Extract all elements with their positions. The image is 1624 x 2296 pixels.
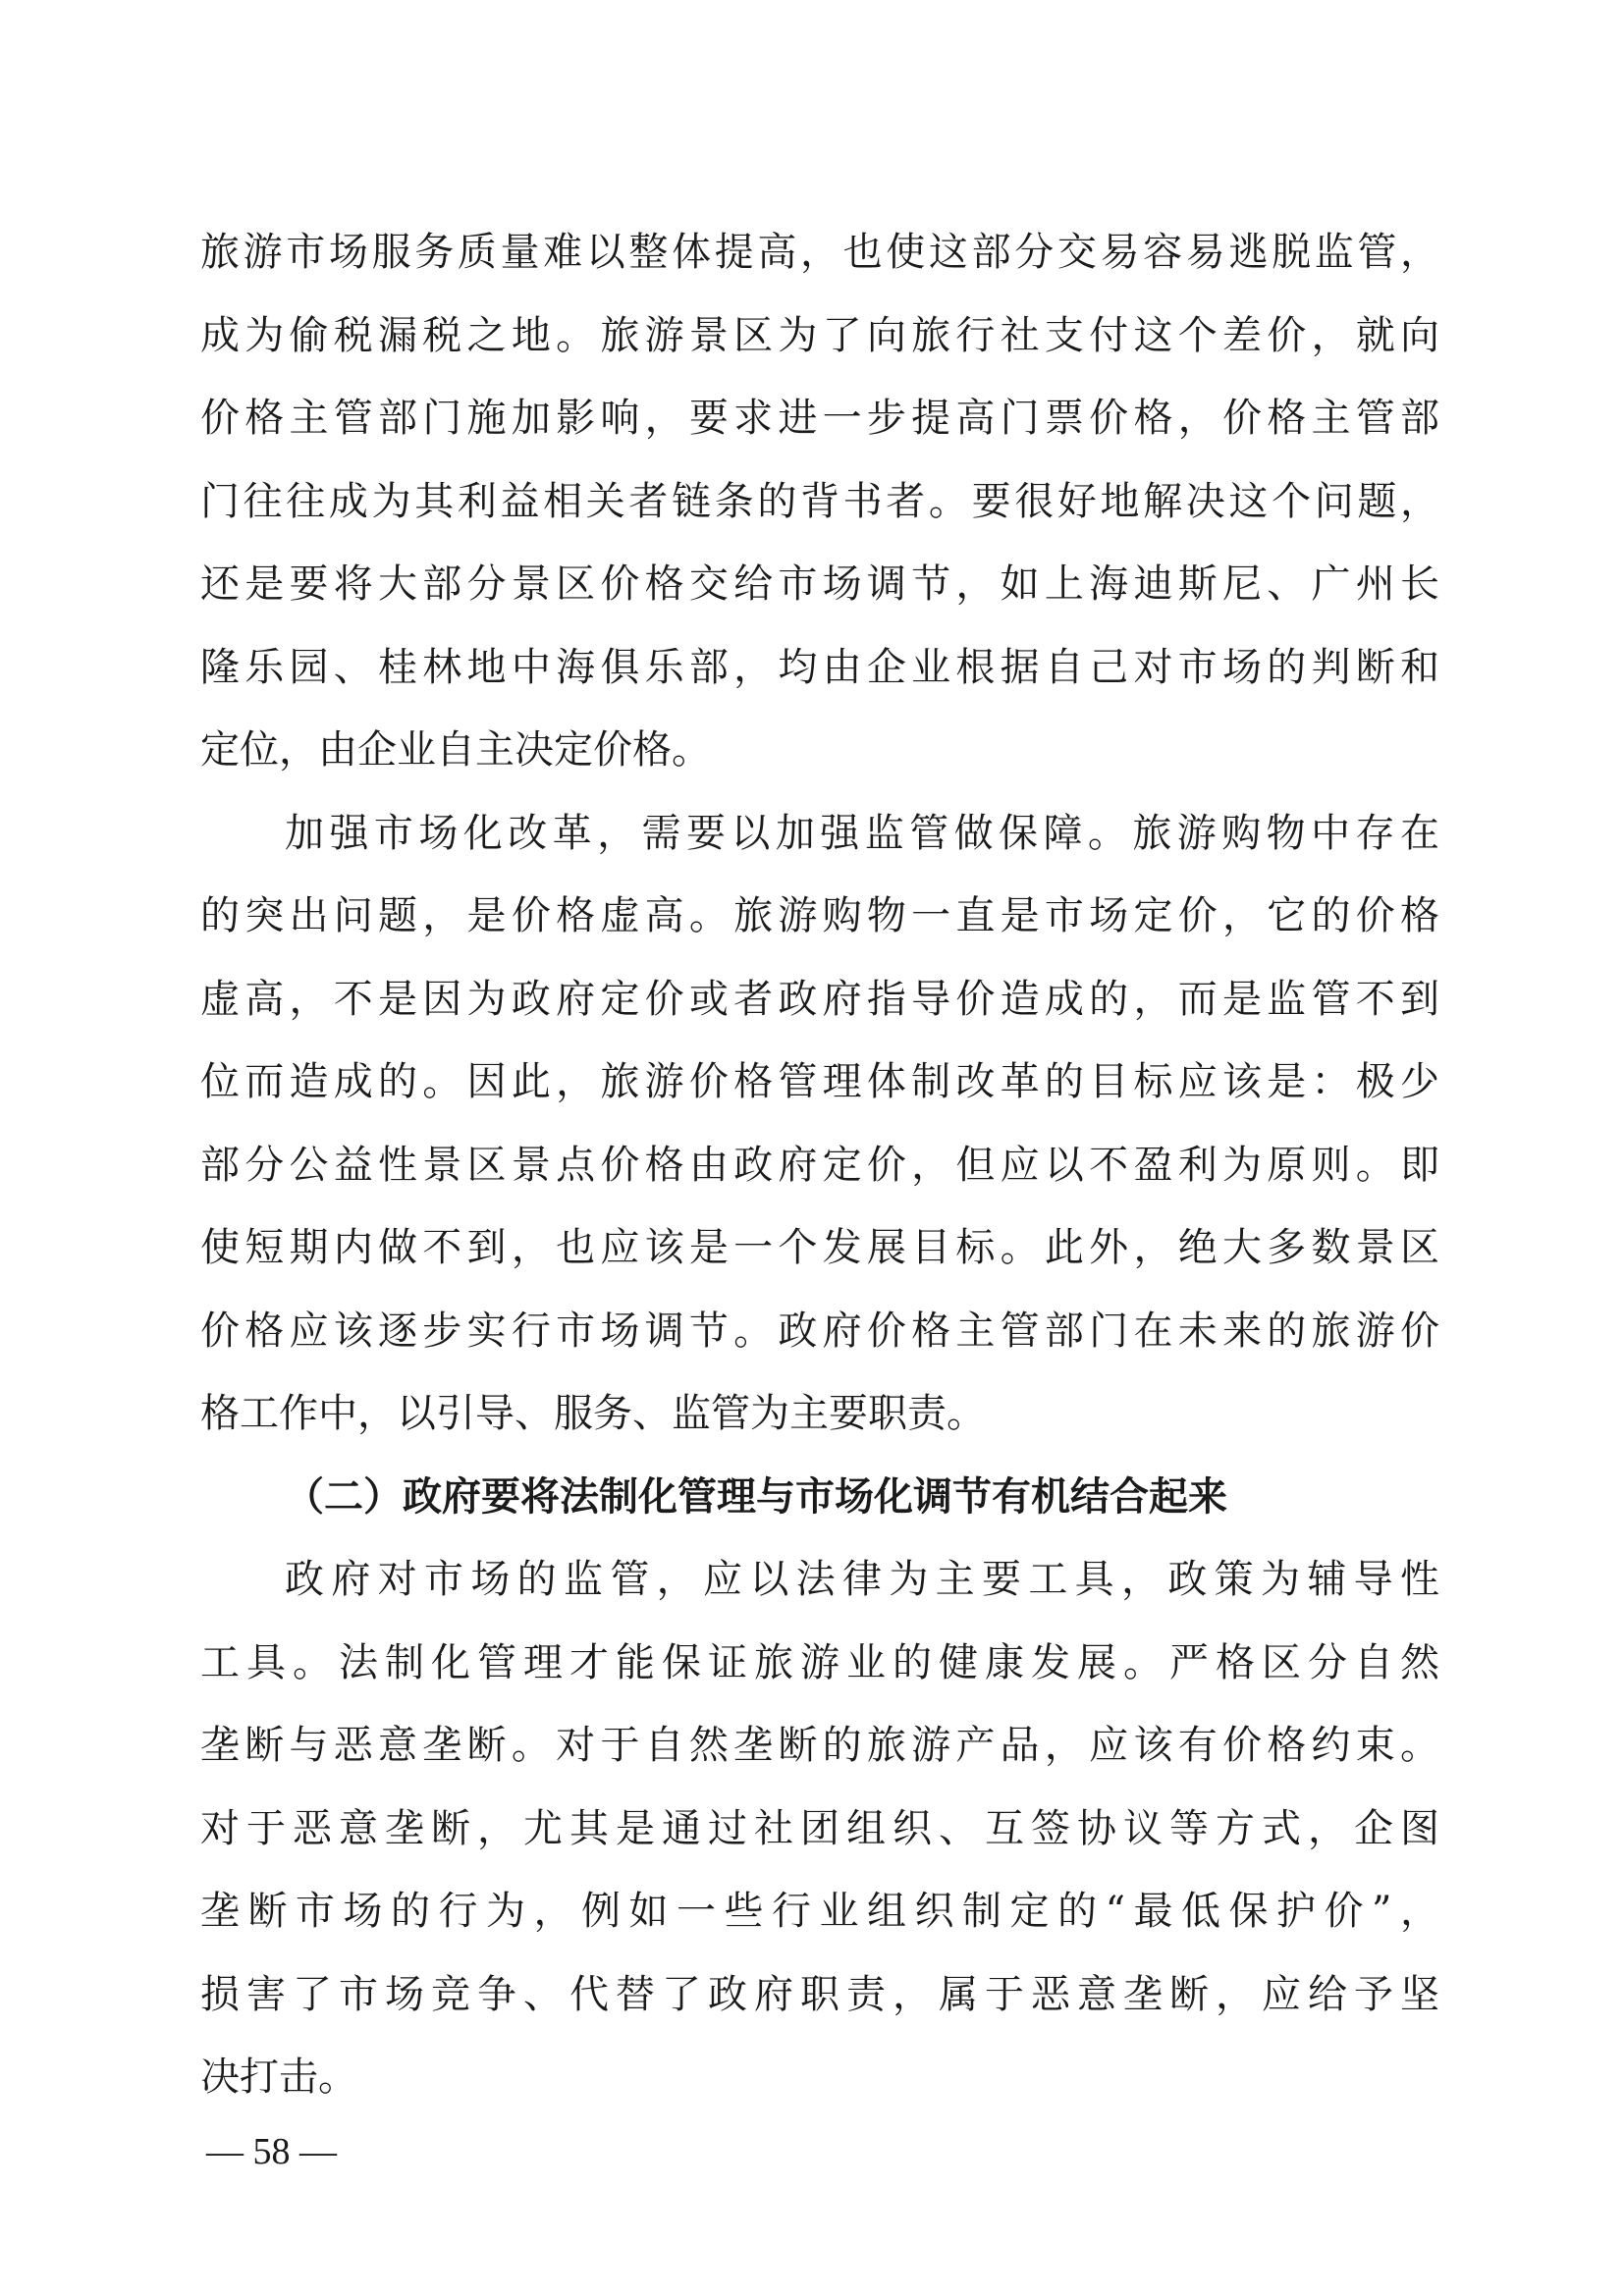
text-line: 门往往成为其利益相关者链条的背书者。要很好地解决这个问题，	[200, 478, 1439, 524]
page-number: — 58 —	[206, 2131, 337, 2172]
text-line: 损害了市场竞争、代替了政府职责，属于恶意垄断，应给予坚	[200, 1971, 1439, 2017]
text-line: 隆乐园、桂林地中海俱乐部，均由企业根据自己对市场的判断和	[200, 644, 1439, 690]
text-line: 的突出问题，是价格虚高。旅游购物一直是市场定价，它的价格	[200, 893, 1439, 938]
text-line: 工具。法制化管理才能保证旅游业的健康发展。严格区分自然	[200, 1639, 1439, 1685]
body-text	[200, 211, 1439, 2119]
text-line: 定位，由企业自主决定价格。	[200, 727, 711, 773]
paragraph-2	[200, 792, 1439, 1456]
paragraph-1	[200, 211, 1439, 792]
text-line: 使短期内做不到，也应该是一个发展目标。此外，绝大多数景区	[200, 1225, 1439, 1270]
text-line: 部分公益性景区景点价格由政府定价，但应以不盈利为原则。即	[200, 1142, 1439, 1188]
text-line: 格工作中，以引导、服务、监管为主要职责。	[200, 1391, 986, 1436]
text-line: 旅游市场服务质量难以整体提高，也使这部分交易容易逃脱监管，	[200, 230, 1439, 275]
text-line: 位而造成的。因此，旅游价格管理体制改革的目标应该是：极少	[200, 1059, 1439, 1104]
text-line: 加强市场化改革，需要以加强监管做保障。旅游购物中存在	[285, 810, 1439, 856]
text-line: 成为偷税漏税之地。旅游景区为了向旅行社支付这个差价，就向	[200, 312, 1439, 358]
text-line: 政府对市场的监管，应以法律为主要工具，政策为辅导性	[285, 1557, 1439, 1602]
text-line: 虚高，不是因为政府定价或者政府指导价造成的，而是监管不到	[200, 976, 1439, 1022]
text-line: 决打击。	[200, 2055, 357, 2100]
text-line: 价格应该逐步实行市场调节。政府价格主管部门在未来的旅游价	[200, 1308, 1439, 1354]
text-line: 垄断市场的行为，例如一些行业组织制定的“最低保护价”，	[200, 1889, 1439, 1934]
text-line: 还是要将大部分景区价格交给市场调节，如上海迪斯尼、广州长	[200, 561, 1439, 607]
text-line: 价格主管部门施加影响，要求进一步提高门票价格，价格主管部	[200, 396, 1439, 441]
section-heading: （二）政府要将法制化管理与市场化调节有机结合起来	[285, 1473, 1227, 1520]
text-line: 垄断与恶意垄断。对于自然垄断的旅游产品，应该有价格约束。	[200, 1723, 1439, 1768]
text-line: 对于恶意垄断，尤其是通过社团组织、互签协议等方式，企图	[200, 1805, 1439, 1851]
paragraph-3	[200, 1538, 1439, 2119]
